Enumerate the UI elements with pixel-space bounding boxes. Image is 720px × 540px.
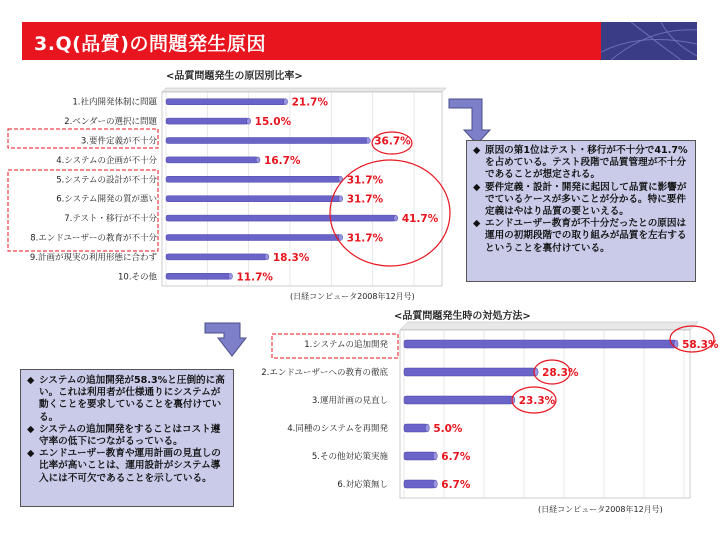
data-label: 21.7% [291,96,329,109]
bar-cap [394,215,398,221]
bar-cap [425,424,429,432]
chart2-source: (日経コンピュータ2008年12月号) [538,505,663,514]
bar-cap [339,235,343,241]
arrow-down-icon [205,323,246,356]
bar [166,254,267,260]
bar-cap [366,138,370,144]
analysis-note-countermeasures [20,369,234,507]
category-label: 1.社内開発体制に問題 [72,97,157,108]
bar [404,424,427,432]
chart1-title: <品質問題発生の原因別比率> [166,71,303,82]
bar [166,118,249,124]
note-item: ◆ システムの追加開発をすることはコスト遵守率の低下につながるっている。 [27,423,221,448]
data-label: 58.3% [682,339,719,351]
bar-cap [284,99,288,105]
chart1-source: (日経コンピュータ2008年12月号) [290,292,415,301]
bar [166,99,286,105]
category-label: 2.ベンダーの選択に問題 [64,117,157,128]
bar-cap [433,480,437,488]
bar [166,215,396,221]
data-label: 11.7% [236,271,273,284]
bar-cap [228,273,232,279]
category-label: 3.運用計画の見直し [311,396,388,406]
category-label: 5.システムの設計が不十分 [56,175,157,186]
bar [404,396,513,404]
category-label: 5.その他対応策実施 [311,452,388,462]
bar [404,480,435,488]
bar [166,235,341,241]
data-label: 31.7% [346,174,384,187]
bar-cap [265,254,269,260]
bar [404,452,435,460]
note-item: ◆ 原因の第1位はテスト・移行が不十分で41.7%を占めている。テスト段階で品質管理が不十分であることが想定される。 [473,145,688,181]
category-label: 4.システムの企画が不十分 [56,155,157,166]
analysis-note-causes [466,140,696,282]
category-label: 9.計画が現実の利用形態に合わず [29,252,157,263]
bar [166,157,258,163]
data-label: 28.3% [542,367,579,379]
data-label: 5.0% [433,423,463,435]
data-label: 31.7% [346,193,384,206]
bar-cap [433,452,437,460]
bar [166,176,341,182]
data-label: 18.3% [272,251,310,264]
data-label: 6.7% [441,451,471,463]
note-item: ◆ エンドユーザー教育が不十分だったとの原因は運用の初期段階での取り組みが品質を左右するということを裏付けている。 [473,218,687,254]
bar [166,273,230,279]
page-title: 3.Q(品質)の問題発生原因 [34,33,266,55]
chart2 [261,309,719,514]
data-label: 6.7% [441,479,471,491]
category-label: 6.対応策無し [337,480,388,490]
data-label: 23.3% [518,395,556,407]
category-label: 7.テスト・移行が不十分 [64,214,157,225]
data-label: 31.7% [346,232,384,245]
bar [166,138,368,144]
category-label: 1.システムの追加開発 [304,340,388,350]
bar-cap [339,196,343,202]
bar-cap [256,157,260,163]
category-label: 4.同種のシステムを再開発 [287,424,388,434]
bar-cap [247,118,251,124]
category-label: 3.要件定義が不十分 [80,136,157,147]
note-item: ◆ 要件定義・設計・開発に起因して品質に影響がでているケースが多いことが分かる。特に要件定義はやはり品質の要といえる。 [473,181,687,218]
data-label: 41.7% [401,213,439,226]
category-label: 6.システム開発の質が悪い [56,194,157,205]
data-label: 16.7% [264,154,301,167]
category-label: 2.エンドユーザーへの教育の徹底 [261,368,388,378]
bar [166,196,341,202]
data-label: 15.0% [254,116,292,129]
chart2-title: <品質問題発生時の対処方法> [394,311,531,322]
bar [404,368,536,376]
category-label: 8.エンドユーザーの教育が不十分 [30,233,157,244]
category-label: 10.その他 [117,272,157,283]
data-label: 36.7% [374,135,411,148]
bar [404,340,676,348]
arrow-down-icon [449,99,490,144]
note-item: ◆ システムの追加開発が58.3%と圧倒的に高い。これは利用者が仕様通りにシステムが動くことを要求していることを裏付けている。 [27,375,225,423]
note-item: ◆ エンドユーザー教育や運用計画の見直しの比率が高いことは、運用設計がシステム導入には不可欠であることを示している。 [27,448,221,484]
